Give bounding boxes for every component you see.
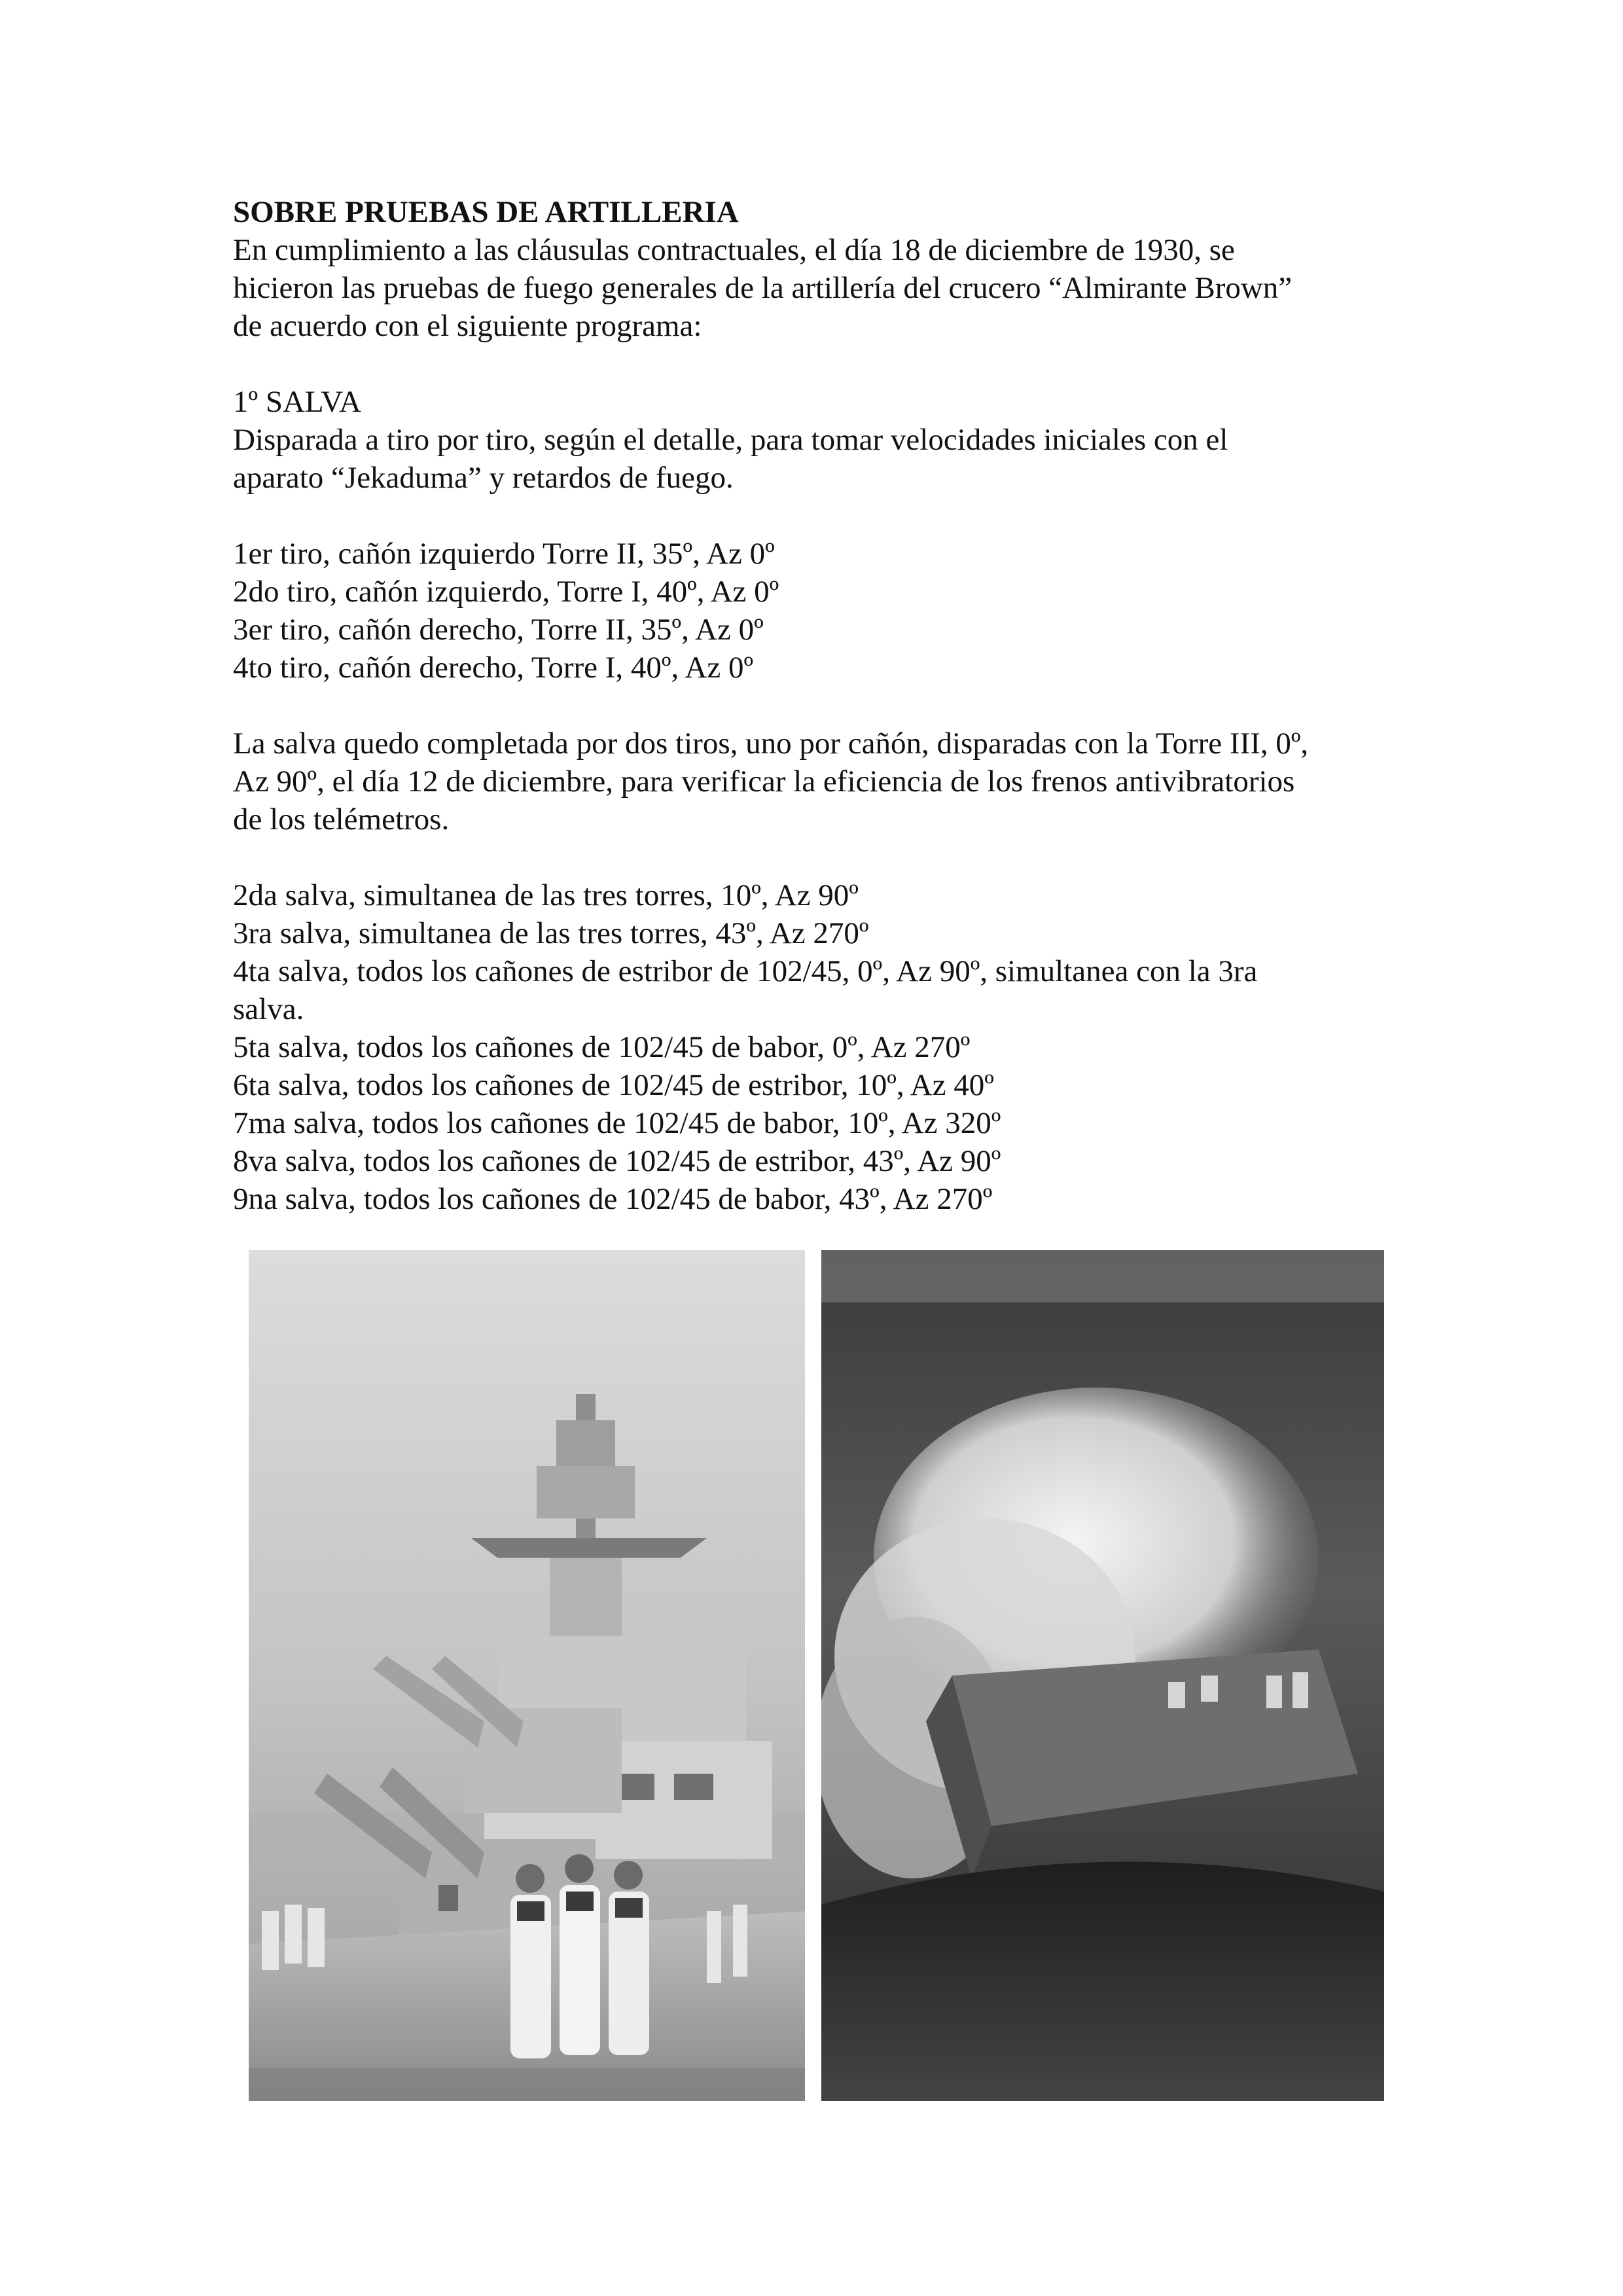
salvo-line: 4ta salva, todos los cañones de estribor de 102/45, 0º, Az 90º, simultanea con la 3ra <box>233 954 1258 988</box>
intro-line: de acuerdo con el siguiente programa: <box>233 309 702 343</box>
salvo-line: 6ta salva, todos los cañones de 102/45 de estribor, 10º, Az 40º <box>233 1068 994 1102</box>
warship-turret-crew-image <box>249 1250 805 2101</box>
paragraph-gap <box>233 687 1411 725</box>
document-body <box>233 193 1411 1218</box>
shot-line: 2do tiro, cañón izquierdo, Torre I, 40º, Az 0º <box>233 575 779 609</box>
ship-bow-waves-image <box>821 1250 1384 2101</box>
paragraph-gap <box>233 497 1411 535</box>
paragraph-gap <box>233 838 1411 876</box>
salvo-line: 5ta salva, todos los cañones de 102/45 de babor, 0º, Az 270º <box>233 1030 971 1064</box>
photo-row <box>249 1250 1384 2101</box>
note-line: Az 90º, el día 12 de diciembre, para verificar la eficiencia de los frenos antivibratorios <box>233 764 1295 798</box>
salvo-line: 3ra salva, simultanea de las tres torres, 43º, Az 270º <box>233 916 869 950</box>
shot-line: 4to tiro, cañón derecho, Torre I, 40º, Az 0º <box>233 651 754 685</box>
note-line: de los telémetros. <box>233 802 450 836</box>
salvo-line: 9na salva, todos los cañones de 102/45 de babor, 43º, Az 270º <box>233 1182 993 1216</box>
note-line: La salva quedo completada por dos tiros, uno por cañón, disparadas con la Torre III, 0º, <box>233 726 1309 761</box>
intro-line: hicieron las pruebas de fuego generales de la artillería del crucero “Almirante Brown” <box>233 271 1293 305</box>
paragraph-gap <box>233 345 1411 383</box>
salvo-line: salva. <box>233 992 304 1026</box>
first-salvo-description-line: Disparada a tiro por tiro, según el detalle, para tomar velocidades iniciales con el <box>233 423 1228 457</box>
intro-line: En cumplimiento a las cláusulas contractuales, el día 18 de diciembre de 1930, se <box>233 233 1235 267</box>
shot-line: 3er tiro, cañón derecho, Torre II, 35º, Az 0º <box>233 613 764 647</box>
ship-bow-waves-photo <box>821 1250 1384 2101</box>
salvo-line: 8va salva, todos los cañones de 102/45 de estribor, 43º, Az 90º <box>233 1144 1001 1178</box>
warship-turret-crew-photo <box>249 1250 805 2101</box>
salvo-line: 7ma salva, todos los cañones de 102/45 de babor, 10º, Az 320º <box>233 1106 1001 1140</box>
first-salvo-description-line: aparato “Jekaduma” y retardos de fuego. <box>233 461 734 495</box>
salvo-line: 2da salva, simultanea de las tres torres, 10º, Az 90º <box>233 878 859 912</box>
first-salvo-heading: 1º SALVA <box>233 385 362 419</box>
shot-line: 1er tiro, cañón izquierdo Torre II, 35º, Az 0º <box>233 537 775 571</box>
document-title: SOBRE PRUEBAS DE ARTILLERIA <box>233 195 739 229</box>
